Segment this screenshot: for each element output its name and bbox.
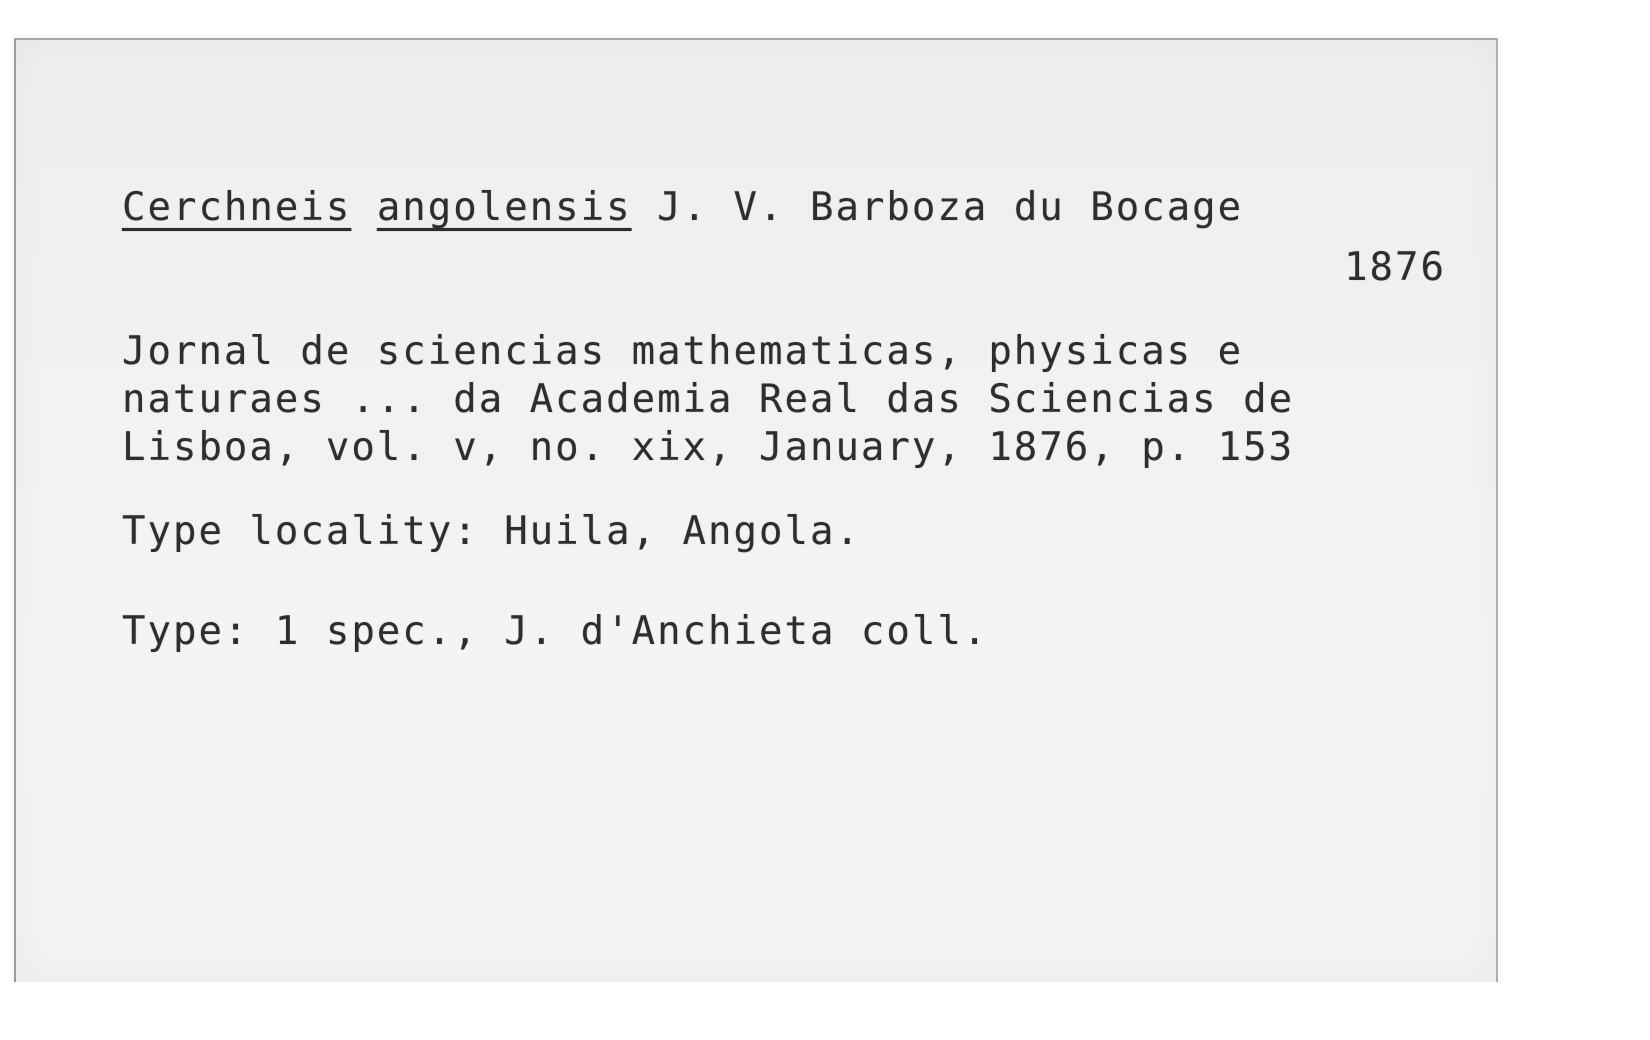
type-locality: Type locality: Huila, Angola.	[122, 509, 861, 554]
journal-line-2: naturaes ... da Academia Real das Sciencias de	[122, 377, 1295, 422]
species-name: angolensis	[376, 185, 632, 230]
index-card	[14, 38, 1498, 982]
publication-year: 1876	[1344, 245, 1446, 290]
journal-line-1: Jornal de sciencias mathematicas, physicas e	[122, 329, 1244, 374]
author-name: J. V. Barboza du Bocage	[631, 185, 1244, 230]
journal-line-3: Lisboa, vol. v, no. xix, January, 1876, p. 153	[122, 425, 1295, 470]
type-specimen: Type: 1 spec., J. d'Anchieta coll.	[122, 609, 989, 654]
taxon-name-line	[122, 185, 1244, 230]
genus-name: Cerchneis	[122, 185, 352, 230]
